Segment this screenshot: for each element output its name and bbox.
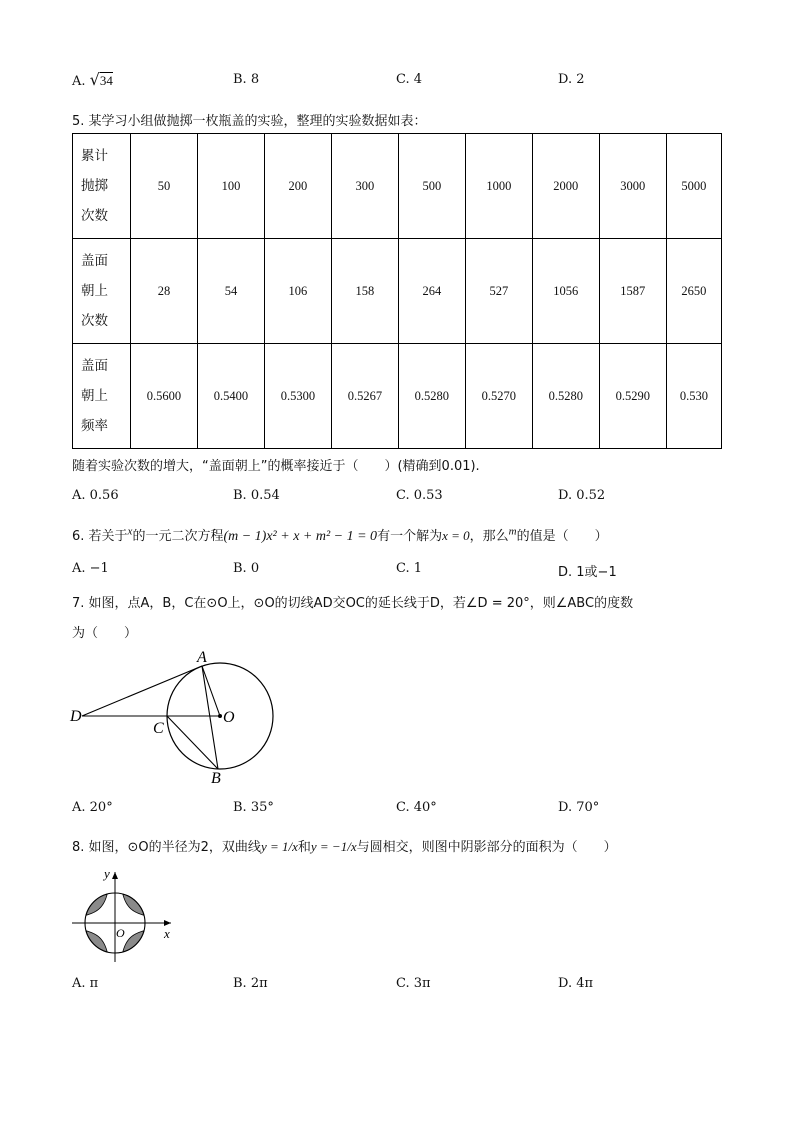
table-cell: 1056 [532,239,599,344]
tangent-ad [82,666,202,716]
q4-option-a [72,70,113,89]
q5-option-d: D. 0.52 [558,488,606,503]
table-cell: 0.5280 [532,344,599,449]
table-cell: 3000 [599,134,666,239]
row-header: 盖面 朝上 频率 [73,344,131,449]
q7-circle-figure [66,645,286,790]
q6-option-b: B. 0 [233,561,260,576]
table-cell: 264 [398,239,465,344]
q8-stem: 8. 如图，⊙O的半径为2，双曲线y = 1/x和y = −1/x与圆相交，则图中阴影部分的面积为（ ） [72,839,617,855]
table-cell: 0.5290 [599,344,666,449]
q5-follow: 随着实验次数的增大，“盖面朝上”的概率接近于（ ）(精确到0.01). [72,459,480,474]
row-header: 累计 抛掷 次数 [73,134,131,239]
table-cell: 2650 [666,239,721,344]
q6-option-d: D. 1或−1 [558,565,617,580]
table-cell: 1587 [599,239,666,344]
table-cell: 0.5400 [197,344,264,449]
label-b: B [211,770,221,787]
table-cell: 500 [398,134,465,239]
center-dot [218,714,222,718]
label-c: C [153,720,164,737]
table-cell: 158 [331,239,398,344]
table-row [73,344,722,449]
q5-option-a: A. 0.56 [72,488,119,503]
q7-option-a: A. 20° [72,800,113,815]
table-cell: 54 [197,239,264,344]
table-cell: 0.530 [666,344,721,449]
q8-option-c: C. 3π [396,976,431,991]
table-row [73,239,722,344]
table-cell: 0.5600 [131,344,198,449]
q5-option-c: C. 0.53 [396,488,443,503]
row-header: 盖面 朝上 次数 [73,239,131,344]
q8-option-b: B. 2π [233,976,268,991]
table-cell: 0.5300 [264,344,331,449]
q6-option-a: A. −1 [72,561,109,576]
q7-option-c: C. 40° [396,800,437,815]
q6-option-c: C. 1 [396,561,423,576]
table-cell: 5000 [666,134,721,239]
segment-ab [202,666,218,769]
q4-option-b: B. 8 [233,72,260,87]
label-o: O [116,926,125,940]
table-row [73,134,722,239]
q8-hyperbola-figure [68,866,180,964]
label-y: y [104,866,110,881]
q8-option-d: D. 4π [558,976,594,991]
q7-stem-line2: 为（ ） [72,626,138,641]
label-o: O [223,709,235,726]
sqrt-icon: √ [89,70,100,89]
label-a: A [197,649,207,666]
y-arrow-icon [112,872,118,879]
table-cell: 2000 [532,134,599,239]
q4-option-c: C. 4 [396,72,423,87]
label-x: x [164,926,170,941]
table-cell: 200 [264,134,331,239]
q5-data-table [72,133,722,449]
q4-option-d: D. 2 [558,72,585,87]
q7-option-b: B. 35° [233,800,274,815]
table-cell: 28 [131,239,198,344]
q7-option-d: D. 70° [558,800,600,815]
q5-stem: 5. 某学习小组做抛掷一枚瓶盖的实验，整理的实验数据如表： [72,114,427,129]
table-cell: 50 [131,134,198,239]
table-cell: 1000 [465,134,532,239]
table-cell: 0.5270 [465,344,532,449]
q8-option-a: A. π [72,976,99,991]
segment-ao [202,666,220,716]
table-cell: 300 [331,134,398,239]
table-cell: 106 [264,239,331,344]
q5-option-b: B. 0.54 [233,488,280,503]
q7-stem-line1: 7. 如图，点A，B，C在⊙O上，⊙O的切线AD交OC的延长线于D，若∠D = 20°，则∠ABC的度数 [72,596,634,611]
q6-stem: 6. 若关于$^x$的一元二次方程(m − 1)x² + x + m² − 1 = 0有一个解为x = 0，那么$^m$的值是（ ） [72,525,608,544]
table-cell: 527 [465,239,532,344]
table-cell: 0.5280 [398,344,465,449]
table-cell: 100 [197,134,264,239]
table-cell: 0.5267 [331,344,398,449]
q4-option-a-value: 34 [99,73,113,88]
label-d: D [70,708,82,725]
q4-option-a-label: A. [72,74,86,89]
